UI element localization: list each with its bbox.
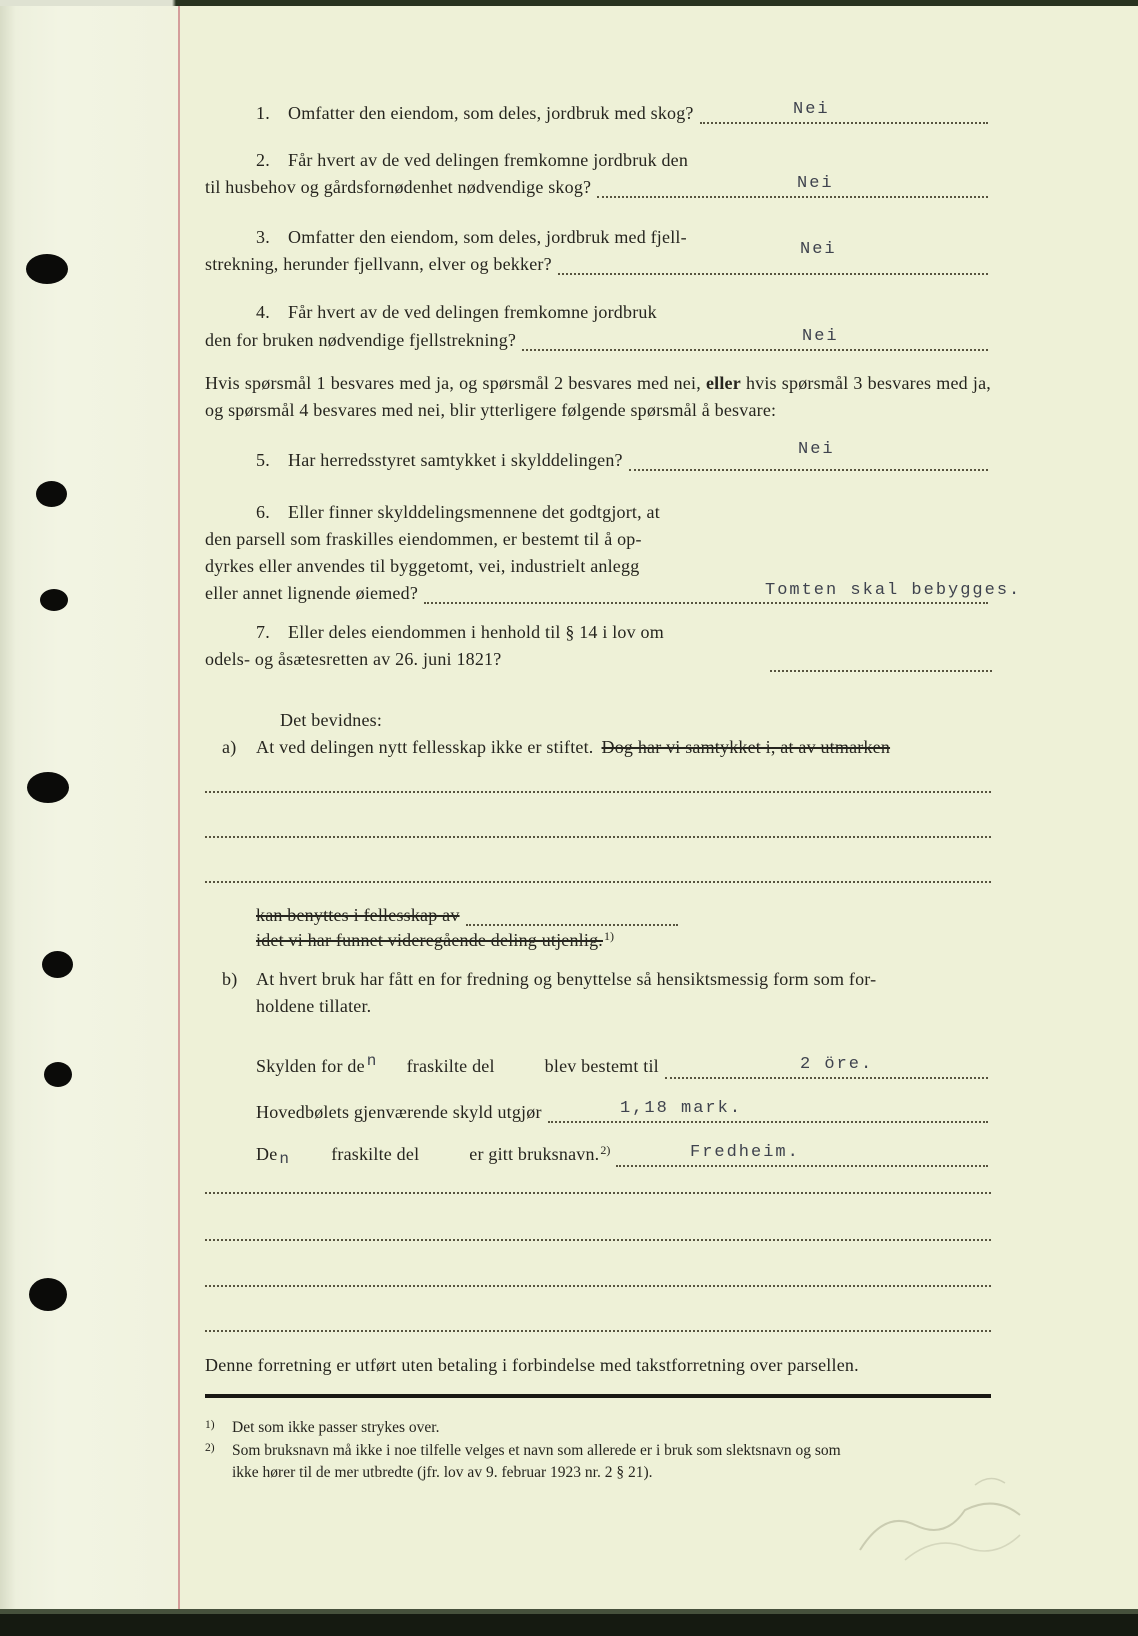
question-2-line-1 [205,147,991,173]
question-4-text-2: den for bruken nødvendige fjellstrekning? [205,330,517,350]
skyld-label-1: Skylden for de [256,1056,365,1076]
question-6-text-4: eller annet lignende øiemed? [205,583,419,603]
question-6-text-2: den parsell som fraskilles eiendommen, er bestemt til å op- [205,529,642,549]
question-6-line-3 [205,553,991,579]
question-1-text: Omfatter den eiendom, som deles, jordbruk med skog? [288,103,694,123]
closing-statement: Denne forretning er utført uten betaling i forbindelse med takstforretning over parsellen. [205,1355,859,1375]
attest-struck-row-3 [205,927,991,955]
conditions-note-part-1: Hvis spørsmål 1 besvares med ja, og spørsmål 2 besvares med nei, [205,373,706,393]
scan-bottom-edge [0,1614,1138,1636]
question-4-line-1 [205,299,991,325]
page-left-margin [0,0,178,1636]
punch-hole [42,951,73,978]
skyld-typed-insert: n [366,1052,377,1070]
question-2-number: 2. [256,150,270,170]
attest-a-label: a) [222,737,237,757]
question-6-line-4 [205,580,1022,606]
footnote-1 [205,1417,1005,1440]
bruksnavn-answer-line [616,1163,988,1167]
answer-5-typed: Nei [798,440,835,459]
question-7-text-1: Eller deles eiendommen i henhold til § 14 i lov om [288,622,664,642]
bruksnavn-label-2: fraskilte del [331,1144,420,1164]
hovedbol-answer-typed: 1,18 mark. [620,1099,743,1118]
blank-write-line [205,836,991,838]
attest-a-row [205,734,991,760]
footnote-divider-rule [205,1394,991,1398]
answer-3-typed: Nei [800,240,837,259]
footnote-ref-1: 1) [604,929,614,943]
skyld-row [205,1053,991,1081]
question-5-text: Har herredsstyret samtykket i skylddelingen? [288,450,623,470]
answer-line-1 [700,120,988,124]
attest-a-struck-text: Dog har vi samtykket i, at av utmarken [601,737,891,757]
question-1 [205,100,991,126]
footnote-ref-2: 2) [600,1143,611,1157]
hovedbol-answer-line [548,1119,988,1123]
hovedbol-label: Hovedbølets gjenværende skyld utgjør [256,1102,542,1122]
answer-4-typed: Nei [802,327,839,346]
conditions-note-part-2: hvis spørsmål 3 besvares med ja, og spørsmål 4 besvares med nei, blir ytterligere følgende spørsmål å besvare: [205,373,991,420]
answer-line-3 [558,271,988,275]
question-7-line-1 [205,619,991,645]
attest-heading-row [205,707,991,733]
question-5 [205,440,991,473]
footnote-2-text-2: ikke hører til de mer utbredte (jfr. lov av 9. februar 1923 nr. 2 § 21). [232,1464,653,1481]
answer-line-2 [597,194,988,198]
footnote-2-mark: 2) [205,1442,215,1454]
answer-6-typed: Tomten skal bebygges. [765,581,1022,600]
attest-b-label: b) [222,969,238,989]
question-4-text-1: Får hvert av de ved delingen fremkomne jordbruk [288,302,657,322]
question-2-text-2: til husbehov og gårdsfornødenhet nødvendige skog? [205,177,592,197]
blank-write-line [205,1285,991,1287]
question-3-text-2: strekning, herunder fjellvann, elver og bekker? [205,254,552,274]
answer-line-5 [629,467,988,471]
attest-b-text-2: holdene tillater. [256,996,372,1016]
attest-a-text: At ved delingen nytt fellesskap ikke er stiftet. [256,737,594,757]
pencil-scribble [845,1455,1035,1575]
punch-hole [40,589,68,611]
question-6-line-1 [205,499,991,525]
hovedbol-row [205,1099,991,1125]
bruksnavn-typed-insert: n [279,1150,290,1168]
punch-hole [44,1062,72,1087]
question-1-number: 1. [256,103,270,123]
blank-write-line [205,881,991,883]
scan-top-edge [0,0,1138,6]
attest-struck-text-3: idet vi har funnet videregående deling utjenlig. [256,930,603,950]
skyld-label-3: blev bestemt til [544,1056,659,1076]
closing-statement-row [205,1352,991,1378]
blank-write-line [205,1192,991,1194]
footnote-1-mark: 1) [205,1419,215,1431]
answer-1-typed: Nei [793,100,830,119]
question-2-line-2 [205,174,991,200]
skyld-label-2: fraskilte del [406,1056,495,1076]
punch-hole [27,772,69,803]
question-6-text-3: dyrkes eller anvendes til byggetomt, vei, industrielt anlegg [205,556,640,576]
footnote-1-text: Det som ikke passer strykes over. [232,1419,440,1436]
question-5-number: 5. [256,450,270,470]
question-4-number: 4. [256,302,270,322]
answer-line-4 [522,347,988,351]
answer-2-typed: Nei [797,174,834,193]
punch-hole [29,1278,67,1311]
question-6-text-1: Eller finner skylddelingsmennene det godtgjort, at [288,502,660,522]
punch-hole [36,481,67,507]
question-2-text-1: Får hvert av de ved delingen fremkomne jordbruk den [288,150,689,170]
attest-heading: Det bevidnes: [280,710,383,730]
question-3-line-2 [205,240,991,277]
question-4-line-2 [205,327,991,353]
question-7-line-2 [205,646,991,672]
skyld-answer-typed: 2 öre. [800,1055,874,1074]
bruksnavn-label-1: De [256,1144,278,1164]
conditions-note-bold: eller [705,373,741,393]
question-7-number: 7. [256,622,270,642]
question-3-line-1 [205,224,991,250]
blank-write-line [205,791,991,793]
attest-struck-row-2 [205,902,991,928]
bruksnavn-answer-typed: Fredheim. [690,1143,800,1162]
margin-rule-line [178,0,180,1636]
bruksnavn-row [205,1141,991,1169]
blank-segment-line [466,922,678,926]
attest-b-text-1: At hvert bruk har fått en for fredning og benyttelse så hensiktsmessig form som for- [256,969,877,989]
question-6-number: 6. [256,502,270,522]
question-3-number: 3. [256,227,270,247]
attest-struck-text-2: kan benyttes i fellesskap av [256,905,460,925]
blank-write-line [205,1330,991,1332]
question-6-line-2 [205,526,991,552]
footnote-2-text-1: Som bruksnavn må ikke i noe tilfelle velges et navn som allerede er i bruk som slektsnavn og som [232,1442,841,1459]
answer-line-7-blank [770,670,992,672]
attest-b-row-2 [205,993,991,1019]
question-7-text-2: odels- og åsætesretten av 26. juni 1821? [205,649,502,669]
bruksnavn-label-3: er gitt bruksnavn. [469,1144,600,1164]
punch-hole [26,254,68,284]
attest-b-row-1 [205,966,991,992]
blank-write-line [205,1239,991,1241]
question-3-text-1: Omfatter den eiendom, som deles, jordbruk med fjell- [288,227,687,247]
conditions-note [205,370,991,424]
